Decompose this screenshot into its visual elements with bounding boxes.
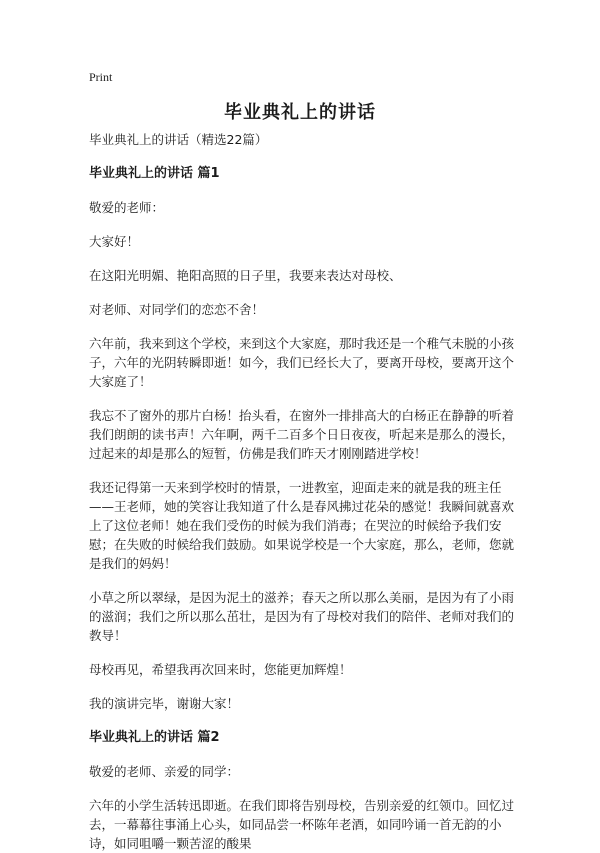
paragraph: 小草之所以翠绿，是因为泥土的滋养；春天之所以那么美丽，是因为有了小雨的滋润；我们之所以那么茁壮，是因为有了母校对我们的陪伴、老师对我们的教导！ [89, 590, 515, 643]
page-title: 毕业典礼上的讲话 [224, 102, 376, 123]
paragraph: 母校再见，希望我再次回来时，您能更加辉煌！ [89, 662, 352, 677]
paragraph: 在这阳光明媚、艳阳高照的日子里，我要来表达对母校、 [89, 268, 402, 283]
paragraph: 敬爱的老师、亲爱的同学： [89, 764, 240, 779]
paragraph: 对老师、对同学们的恋恋不舍！ [89, 302, 265, 317]
paragraph: 我还记得第一天来到学校时的情景，一进教室，迎面走来的就是我的班主任——王老师，她的笑容让我知道了什么是春风拂过花朵的感觉！我瞬间就喜欢上了这位老师！她在我们受伤的时候为我们消毒；在哭泣的时候给予我们安慰；在失败的时候给我们鼓励。如果说学校是一个大家庭，那么，老师，您就是我们的妈妈！ [89, 480, 515, 571]
print-label[interactable]: Print [89, 70, 113, 84]
subtitle: 毕业典礼上的讲话（精选22篇） [89, 132, 268, 147]
paragraph: 我忘不了窗外的那片白杨！抬头看，在窗外一排排高大的白杨正在静静的听着我们朗朗的读书声！六年啊，两千二百多个日日夜夜，听起来是那么的漫长，过起来的却是那么的短暂，仿佛是我们昨天才刚刚踏进学校！ [89, 408, 515, 461]
paragraph: 敬爱的老师： [89, 200, 165, 215]
paragraph: 六年的小学生活转迅即逝。在我们即将告别母校，告别亲爱的红领巾。回忆过去，一幕幕往事涌上心头，如同品尝一杯陈年老酒，如同吟诵一首无韵的小诗，如同咀嚼一颗苦涩的酸果 [89, 798, 515, 851]
section-heading: 毕业典礼上的讲话 篇1 [89, 166, 220, 181]
section-heading: 毕业典礼上的讲话 篇2 [89, 730, 220, 745]
paragraph: 我的演讲完毕，谢谢大家！ [89, 696, 240, 711]
paragraph: 六年前，我来到这个学校，来到这个大家庭，那时我还是一个稚气未脱的小孩子，六年的光阴转瞬即逝！如今，我们已经长大了，要离开母校，要离开这个大家庭了！ [89, 336, 515, 389]
document-body [89, 126, 519, 853]
paragraph: 大家好！ [89, 234, 140, 249]
